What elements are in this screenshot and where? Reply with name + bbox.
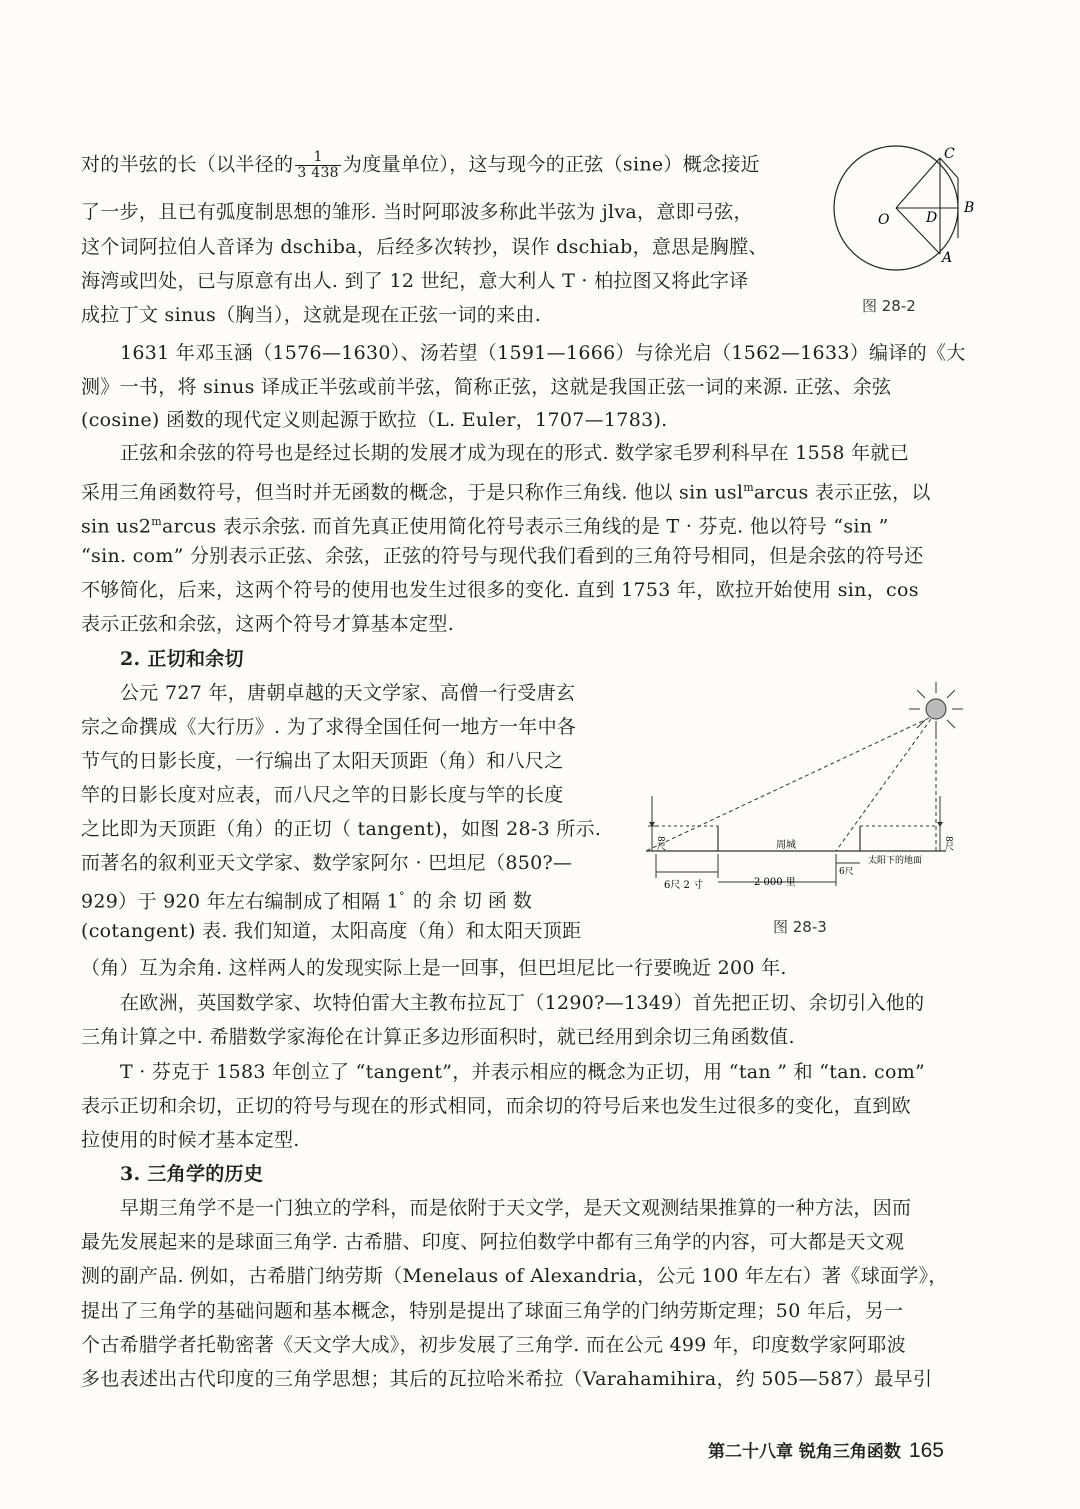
p1-line-2: 了一步，且已有弧度制思想的雏形. 当时阿耶波多称此半弦为 jlva，意即弓弦， [81,201,753,223]
p3-line-6: 表示正弦和余弦，这两个符号才算基本定型. [81,613,455,635]
distance-label: 2 000 里 [754,877,796,888]
chapter-title: 第二十八章 锐角三角函数 [708,1442,901,1462]
p4-line-6: 而著名的叙利亚天文学家、数学家阿尔 · 巴坦尼（850?— [81,852,573,874]
label-d: D [926,210,938,226]
section-heading-3: 3. 三角学的历史 [120,1163,264,1185]
p1-line-3: 这个词阿拉伯人音译为 dschiba，后经多次转抄，误作 dschiab，意思是胸膛、 [81,236,768,258]
label-b: B [964,200,975,216]
label-c: C [944,146,955,162]
figure-28-2-caption: 图 28-2 [862,297,916,315]
p4-line-7: 929）于 920 年左右编制成了相隔 1° 的余切函数 [81,890,538,913]
p4-line-1: 公元 727 年，唐朝卓越的天文学家、高僧一行受唐玄 [120,682,576,704]
p4-line-4: 竿的日影长度对应表，而八尺之竿的日影长度与竿的长度 [81,784,564,806]
fraction-1-over-3438: $\frac{1}{3 438}$ [297,149,339,181]
p3-line-2: 采用三角函数符号，但当时并无函数的概念，于是只称作三角线. 他以 sin usl$^m$arcus 表示正弦，以 [81,481,931,504]
p2-line-1: 1631 年邓玉涵（1576—1630）、汤若望（1591—1666）与徐光启（1562—1633）编译的《大 [120,342,966,364]
page-number: 165 [908,1439,944,1462]
p7-line-1: 早期三角学不是一门独立的学科，而是依附于天文学，是天文观测结果推算的一种方法，因而 [120,1197,912,1219]
left-pole-label: 8尺 [655,836,665,851]
p4-line-8: (cotangent) 表. 我们知道，太阳高度（角）和太阳天顶距 [81,920,582,942]
p7-line-2: 最先发展起来的是球面三角学. 古希腊、印度、阿拉伯数学中都有三角学的内容，可大都是天文观 [81,1231,905,1253]
sun-ray-to-middle-pole [836,719,931,851]
p4-line-5: 之比即为天顶距（角）的正切（ tangent)，如图 28-3 所示. [81,818,602,840]
p4-line-9: （角）互为余角. 这样两人的发现实际上是一回事，但巴坦尼比一行要晚近 200 年. [81,957,787,979]
p5-line-1: 在欧洲，英国数学家、坎特伯雷大主教布拉瓦丁（1290?—1349）首先把正切、余切引入他的 [120,992,925,1014]
p7-line-5: 个古希腊学者托勒密著《天文学大成》，初步发展了三角学. 而在公元 499 年，印度数学家阿耶波 [81,1334,907,1356]
p3-line-3: sin us2$^m$arcus 表示余弦. 而首先真正使用简化符号表示三角线的是 T · 芬克. 他以符号 “sin ” [81,515,889,538]
radius-oc [896,158,940,208]
p5-line-2: 三角计算之中. 希腊数学家海伦在计算正多边形面积时，就已经用到余切三角函数值. [81,1026,795,1048]
section-heading-2: 2. 正切和余切 [120,648,244,670]
p2-line-3: (cosine) 函数的现代定义则起源于欧拉（L. Euler，1707—1783). [81,409,668,431]
p7-line-6: 多也表述出古代印度的三角学思想；其后的瓦拉哈米希拉（Varahamihira，约 505—587）最早引 [81,1368,933,1390]
label-o: O [878,212,890,228]
p4-line-2: 宗之命撰成《大行历》. 为了求得全国任何一地方一年中各 [81,716,577,738]
p2-line-2: 测》一书，将 sinus 译成正半弦或前半弦，简称正弦，这就是我国正弦一词的来源. 正弦、余弦 [81,376,892,398]
p1-line-4: 海湾或凹处，已与原意有出人. 到了 12 世纪，意大利人 T · 柏拉图又将此字译 [81,270,749,292]
figure-28-3-shadow-diagram [636,676,966,896]
shadow-length-left-label: 6尺 2 寸 [664,880,704,891]
p3-line-1: 正弦和余弦的符号也是经过长期的发展才成为现在的形式. 数学家毛罗利科早在 1558 年就已 [120,442,910,464]
ground-under-sun-label: 太阳下的地面 [868,856,923,866]
p7-line-4: 提出了三角学的基础问题和基本概念，特别是提出了球面三角学的门纳劳斯定理；50 年后，另一 [81,1300,904,1322]
figure-28-2-circle-diagram [820,138,990,288]
p6-line-3: 拉使用的时候才基本定型. [81,1129,300,1151]
shadow-length-right-label: 6尺 [839,867,854,877]
p1-line-5: 成拉丁文 sinus（胸当），这就是现在正弦一词的来由. [81,304,542,326]
figure-28-3-caption: 图 28-3 [773,918,827,936]
p4-line-3: 节气的日影长度，一行编出了太阳天顶距（角）和八尺之 [81,750,564,772]
sun-icon [909,682,963,736]
p6-line-2: 表示正切和余切，正切的符号与现在的形式相同，而余切的符号后来也发生过很多的变化，直到欧 [81,1095,911,1117]
p3-line-5: 不够简化，后来，这两个符号的使用也发生过很多的变化. 直到 1753 年，欧拉开始使用 sin，cos [81,579,919,601]
zhoucheng-label: 周城 [776,840,796,851]
p1-line-1: 对的半弦的长（以半径的 $\frac{1}{3 438}$ 为度量单位），这与现今的正弦（sine）概念接近 [81,149,760,181]
page-footer [708,1437,944,1463]
p6-line-1: T · 芬克于 1583 年创立了 “tangent”，并表示相应的概念为正切，用 “tan ” 和 “tan. com” [120,1061,926,1083]
p7-line-3: 测的副产品. 例如，古希腊门纳劳斯（Menelaus of Alexandria，公元 100 年左右）著《球面学》， [81,1265,948,1287]
sun-ray-to-left-pole [646,718,929,851]
p3-line-4: “sin. com” 分别表示正弦、余弦，正弦的符号与现代我们看到的三角符号相同，但是余弦的符号还 [81,545,924,567]
label-a: A [942,250,953,266]
right-pole-label: 8尺 [943,836,953,851]
